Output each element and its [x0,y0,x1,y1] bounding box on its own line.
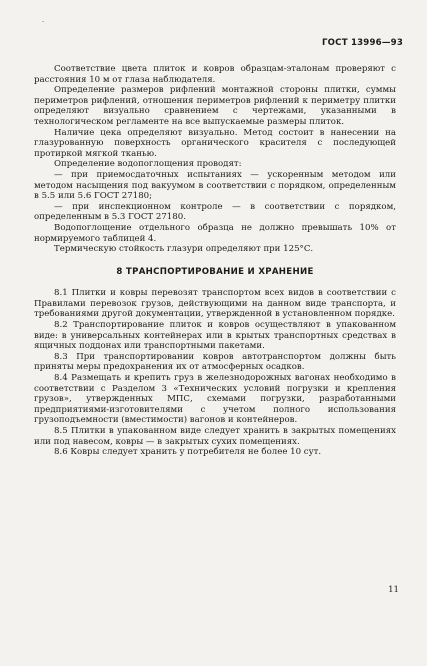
section-title: 8 ТРАНСПОРТИРОВАНИЕ И ХРАНЕНИЕ [116,266,314,277]
paragraph-water-absorption-intro: Определение водопоглощения проводят: [54,159,242,170]
page-number: 11 [388,585,399,595]
paragraph-glaze-thermal: Термическую стойкость глазури определяют при 125°С. [54,244,314,255]
clause-8-4: 8.4 Размещать и крепить груз в железнодорожных вагонах необходимо в соответствии с Разделом 3 «Технических условий погрузки и крепления грузов», утвержденных МПС, схемами погрузки, разработанными предприятиями-изготовителями с учетом полного использования грузоподъемности (вместимости) вагонов и контейнеров. [34,373,396,426]
paragraph-ribbing-check: Определение размеров рифлений монтажной стороны плитки, суммы периметров рифлений, отношения периметров рифлений к периметру плитки определяют визуально сравнением с чертежами, указанными в технологическом регламенте на все выпускаемые размеры плиток. [34,85,396,127]
clause-8-2: 8.2 Транспортирование плиток и ковров осуществляют в упакованном виде: в универсальных контейнерах или в крытых транспортных средствах в ящичных поддонах или транспортными пакетами. [34,320,396,352]
paragraph-acceptance-tests: — при приемосдаточных испытаниях — ускоренным методом или методом насыщения под вакуумом в соответствии с порядком, определенным в 5.5 или 5.6 ГОСТ 27180; [34,169,396,202]
paragraph-inspection-control: — при инспекционном контроле — в соответствии с порядком, определенным в 5.3 ГОСТ 27180. [34,201,396,223]
clause-8-1: 8.1 Плитки и ковры перевозят транспортом всех видов в соответствии с Правилами перевозок грузов, действующими на данном виде транспорта, и требованиями другой документации, утвержденной в установленном порядке. [34,288,396,320]
clause-8-5: 8.5 Плитки в упакованном виде следует хранить в закрытых помещениях или под навесом, ковры — в закрытых сухих помещениях. [34,426,396,447]
scan-mark: · [42,18,45,26]
paragraph-color-check: Соответствие цвета плиток и ковров образцам-эталонам проверяют с расстояния 10 м от глаза наблюдателя. [34,64,396,85]
document-body [34,64,396,458]
standard-header: ГОСТ 13996—93 [322,38,403,48]
clause-8-3: 8.3 При транспортировании ковров автотранспортом должны быть приняты меры предохранения их от атмосферных осадков. [34,351,396,373]
clause-8-6: 8.6 Ковры следует хранить у потребителя не более 10 сут. [54,447,322,458]
paragraph-craze-check: Наличие цека определяют визуально. Метод состоит в нанесении на глазурованную поверхность органического красителя с последующей протиркой мягкой тканью. [34,127,396,159]
paragraph-absorption-limit: Водопоглощение отдельного образца не должно превышать 10% от нормируемого таблицей 4. [34,222,396,244]
